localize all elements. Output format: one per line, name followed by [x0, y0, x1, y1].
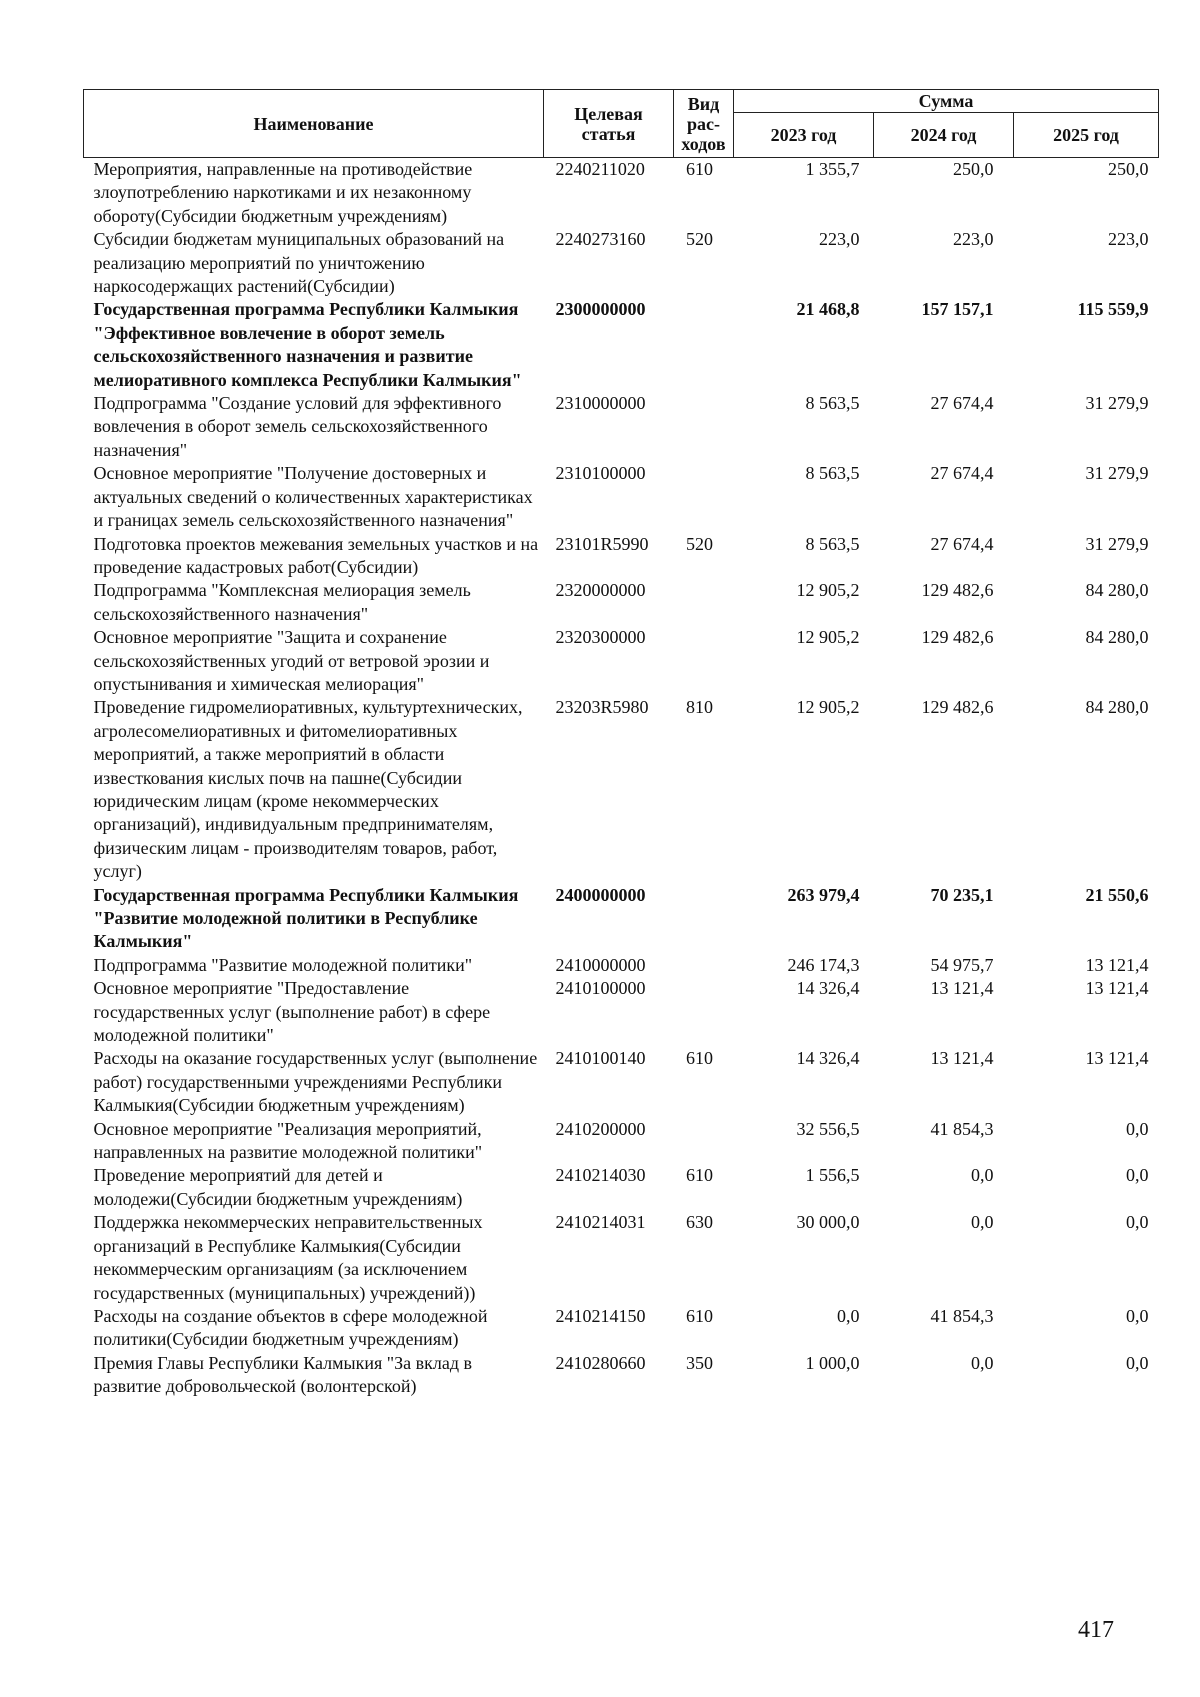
row-name: Субсидии бюджетам муниципальных образований на реализацию мероприятий по уничтожению наркосодержащих растений(Субсидии)	[93, 229, 505, 297]
row-amount-2024: 41 854,3	[930, 1118, 994, 1139]
row-amount-2024: 27 674,4	[930, 393, 994, 414]
table-row	[84, 696, 1159, 883]
row-amount-2024: 157 157,1	[921, 299, 994, 320]
table-row	[84, 1305, 1159, 1352]
header-year-2024: 2024 год	[874, 113, 1014, 158]
header-year-2025: 2025 год	[1014, 113, 1159, 158]
row-vid: 630	[686, 1212, 713, 1233]
table-row	[84, 228, 1159, 298]
row-name: Подпрограмма "Создание условий для эффективного вовлечения в оборот земель сельскохозяйственного назначения"	[93, 393, 502, 460]
row-name: Мероприятия, направленные на противодействие злоупотреблению наркотиками и их незаконному обороту(Субсидии бюджетным учреждениям)	[93, 159, 473, 226]
table-row	[84, 579, 1159, 626]
table-row	[84, 884, 1159, 954]
table-row	[84, 1118, 1159, 1165]
row-name: Расходы на оказание государственных услуг (выполнение работ) государственными учреждениями Республики Калмыкия(Субсидии бюджетным учреждениям)	[93, 1048, 538, 1116]
row-amount-2024: 129 482,6	[921, 580, 994, 601]
row-name: Государственная программа Республики Калмыкия "Эффективное вовлечение в оборот земель сельскохозяйственного назначения и развитие мелиоративного комплекса Республики Калмыкия"	[93, 299, 522, 390]
row-code: 2410214150	[555, 1305, 646, 1326]
table-row	[84, 392, 1159, 462]
row-name: Основное мероприятие "Получение достоверных и актуальных сведений о количественных характеристиках и границах земель сельскохозяйственного назначения"	[93, 463, 533, 531]
header-sum: Сумма	[734, 90, 1159, 113]
header-vid: Вид рас-ходов	[674, 90, 734, 158]
row-vid	[674, 626, 734, 696]
table-row	[84, 1164, 1159, 1211]
row-amount-2023: 21 468,8	[796, 299, 860, 320]
row-vid: 610	[686, 159, 713, 179]
row-vid	[674, 298, 734, 392]
row-amount-2023: 1 556,5	[805, 1165, 860, 1186]
row-name: Проведение гидромелиоративных, культуртехнических, агролесомелиоративных и фитомелиоративных мероприятий, а также мероприятий в области известкования кислых почв на пашне(Субсидии юридическим лицам (кроме некоммерческих организаций), индивидуальным предпринимателям, физическим лицам - производителям товаров, работ, услуг)	[93, 697, 523, 882]
table-body	[84, 158, 1159, 1399]
row-code: 2410214031	[555, 1212, 646, 1233]
table-row	[84, 298, 1159, 392]
row-name: Поддержка некоммерческих неправительственных организаций в Республике Калмыкия(Субсидии некоммерческим организациям (за исключением государственных (муниципальных) учреждений))	[93, 1212, 483, 1303]
row-amount-2023: 246 174,3	[787, 954, 860, 975]
row-name: Основное мероприятие "Защита и сохранение сельскохозяйственных угодий от ветровой эрозии и опустынивания и химическая мелиорация"	[93, 627, 490, 694]
row-amount-2024: 129 482,6	[921, 697, 994, 718]
row-name: Подготовка проектов межевания земельных участков и на проведение кадастровых работ(Субсидии)	[93, 533, 539, 577]
row-amount-2023: 30 000,0	[796, 1212, 860, 1233]
row-vid	[674, 462, 734, 532]
row-amount-2025: 31 279,9	[1085, 463, 1149, 484]
row-amount-2025: 13 121,4	[1085, 1048, 1149, 1069]
row-code: 2400000000	[555, 884, 646, 905]
table-row	[84, 462, 1159, 532]
row-name: Государственная программа Республики Калмыкия "Развитие молодежной политики в Республике Калмыкия"	[93, 884, 519, 952]
row-amount-2024: 129 482,6	[921, 627, 994, 648]
row-amount-2025: 0,0	[1126, 1352, 1149, 1373]
table-row	[84, 533, 1159, 580]
row-amount-2025: 31 279,9	[1085, 393, 1149, 414]
row-amount-2024: 70 235,1	[930, 884, 994, 905]
row-amount-2023: 263 979,4	[787, 884, 860, 905]
row-amount-2025: 84 280,0	[1085, 627, 1149, 648]
row-amount-2023: 14 326,4	[796, 978, 860, 999]
row-name: Премия Главы Республики Калмыкия "За вклад в развитие добровольческой (волонтерской)	[93, 1352, 472, 1397]
row-code: 2320000000	[555, 580, 646, 601]
row-code: 23203R5980	[555, 697, 649, 718]
budget-table	[83, 89, 1159, 1399]
row-amount-2025: 0,0	[1126, 1212, 1149, 1233]
row-code: 2320300000	[555, 627, 646, 648]
row-code: 2410214030	[555, 1165, 646, 1186]
row-amount-2023: 1 000,0	[805, 1352, 860, 1373]
header-code: Целевая статья	[544, 90, 674, 158]
row-code: 23101R5990	[555, 533, 649, 554]
table-row	[84, 158, 1159, 229]
table-header	[84, 90, 1159, 158]
row-code: 2410100140	[555, 1048, 646, 1069]
row-amount-2025: 31 279,9	[1085, 533, 1149, 554]
budget-table-container	[83, 89, 1158, 1399]
row-amount-2024: 27 674,4	[930, 463, 994, 484]
header-year-2023: 2023 год	[734, 113, 874, 158]
page-number: 417	[1078, 1617, 1114, 1643]
table-row	[84, 1352, 1159, 1399]
row-code: 2300000000	[555, 299, 646, 320]
row-amount-2023: 8 563,5	[805, 463, 860, 484]
table-row	[84, 626, 1159, 696]
row-code: 2410200000	[555, 1118, 646, 1139]
table-row	[84, 1047, 1159, 1117]
row-name: Основное мероприятие "Предоставление государственных услуг (выполнение работ) в сфере молодежной политики"	[93, 978, 491, 1046]
row-amount-2023: 8 563,5	[805, 533, 860, 554]
row-vid: 520	[686, 533, 713, 554]
row-amount-2023: 1 355,7	[805, 159, 860, 179]
row-amount-2024: 27 674,4	[930, 533, 994, 554]
row-amount-2024: 13 121,4	[930, 978, 994, 999]
row-amount-2025: 13 121,4	[1085, 978, 1149, 999]
row-vid: 610	[686, 1305, 713, 1326]
row-amount-2024: 0,0	[971, 1212, 994, 1233]
row-name: Подпрограмма "Развитие молодежной политики"	[93, 954, 473, 975]
row-amount-2025: 84 280,0	[1085, 697, 1149, 718]
row-code: 2240273160	[555, 229, 646, 250]
table-row	[84, 954, 1159, 977]
row-amount-2025: 115 559,9	[1077, 299, 1149, 320]
row-name: Проведение мероприятий для детей и молодежи(Субсидии бюджетным учреждениям)	[93, 1165, 463, 1209]
row-vid	[674, 977, 734, 1047]
row-vid	[674, 579, 734, 626]
row-code: 2240211020	[555, 159, 645, 179]
row-vid: 520	[686, 229, 713, 250]
row-vid	[674, 1118, 734, 1165]
row-amount-2024: 223,0	[953, 229, 994, 250]
row-amount-2025: 223,0	[1108, 229, 1149, 250]
row-vid: 610	[686, 1048, 713, 1069]
row-name: Основное мероприятие "Реализация мероприятий, направленных на развитие молодежной политики"	[93, 1118, 483, 1163]
row-amount-2025: 0,0	[1126, 1118, 1149, 1139]
row-amount-2023: 12 905,2	[796, 627, 860, 648]
row-code: 2410280660	[555, 1352, 646, 1373]
row-amount-2025: 0,0	[1126, 1305, 1149, 1326]
row-amount-2024: 54 975,7	[930, 954, 994, 975]
row-amount-2023: 12 905,2	[796, 580, 860, 601]
table-row	[84, 977, 1159, 1047]
row-amount-2024: 13 121,4	[930, 1048, 994, 1069]
row-amount-2023: 12 905,2	[796, 697, 860, 718]
row-amount-2023: 14 326,4	[796, 1048, 860, 1069]
row-amount-2023: 32 556,5	[796, 1118, 860, 1139]
row-amount-2025: 0,0	[1126, 1165, 1149, 1186]
row-name: Расходы на создание объектов в сфере молодежной политики(Субсидии бюджетным учреждениям)	[93, 1305, 488, 1350]
row-amount-2023: 8 563,5	[805, 393, 860, 414]
header-name: Наименование	[84, 90, 544, 158]
row-amount-2023: 0,0	[837, 1305, 860, 1326]
row-amount-2025: 21 550,6	[1085, 884, 1149, 905]
row-amount-2024: 250,0	[953, 159, 994, 179]
row-vid	[674, 954, 734, 977]
row-vid: 350	[686, 1352, 713, 1373]
row-amount-2025: 13 121,4	[1085, 954, 1149, 975]
row-code: 2310000000	[555, 393, 646, 414]
row-code: 2310100000	[555, 463, 646, 484]
row-vid: 610	[686, 1165, 713, 1186]
row-code: 2410000000	[555, 954, 646, 975]
row-amount-2025: 84 280,0	[1085, 580, 1149, 601]
row-code: 2410100000	[555, 978, 646, 999]
row-amount-2024: 0,0	[971, 1352, 994, 1373]
row-amount-2024: 41 854,3	[930, 1305, 994, 1326]
row-amount-2024: 0,0	[971, 1165, 994, 1186]
row-vid	[674, 884, 734, 954]
row-amount-2023: 223,0	[819, 229, 860, 250]
row-vid: 810	[686, 697, 713, 718]
row-name: Подпрограмма "Комплексная мелиорация земель сельскохозяйственного назначения"	[93, 580, 471, 624]
table-row	[84, 1211, 1159, 1305]
row-vid	[674, 392, 734, 462]
row-amount-2025: 250,0	[1108, 159, 1149, 179]
